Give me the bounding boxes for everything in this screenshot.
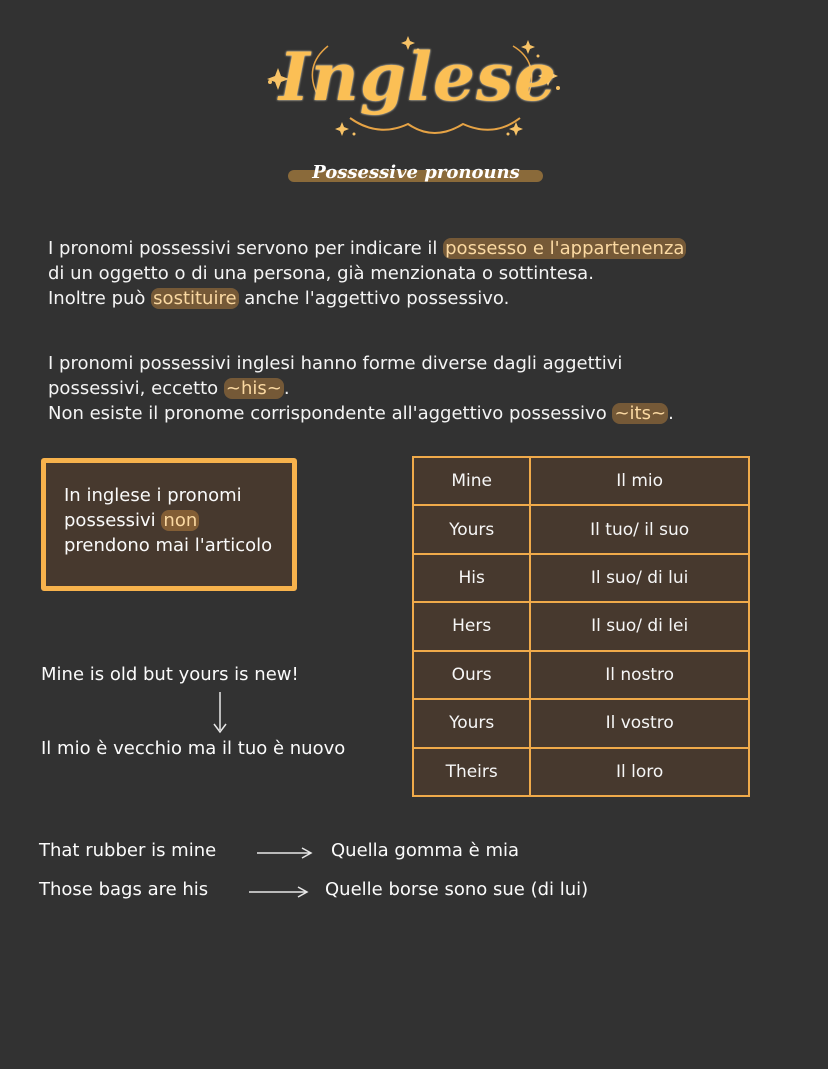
example-main-it: Il mio è vecchio ma il tuo è nuovo xyxy=(41,738,346,759)
note-box xyxy=(41,458,297,591)
pronoun-it-cell: Il loro xyxy=(530,748,749,796)
arrow-down-icon xyxy=(212,690,228,736)
pronoun-en-cell: His xyxy=(413,554,530,602)
subtitle-block xyxy=(286,162,546,190)
page-subtitle: Possessive pronouns xyxy=(312,162,520,183)
pronoun-it-cell: Il suo/ di lei xyxy=(530,602,749,650)
table-row xyxy=(413,457,749,505)
table-row xyxy=(413,651,749,699)
pronoun-en-cell: Theirs xyxy=(413,748,530,796)
pronoun-en-cell: Hers xyxy=(413,602,530,650)
forms-line-1: I pronomi possessivi inglesi hanno forme diverse dagli aggettivi xyxy=(48,353,623,374)
example-2-en: Those bags are his xyxy=(39,879,209,900)
intro-line-3: Inoltre può sostituire anche l'aggettivo possessivo. xyxy=(48,288,510,309)
table-row xyxy=(413,554,749,602)
intro-line-1: I pronomi possessivi servono per indicare il possesso e l'appartenenza xyxy=(48,238,685,259)
table-row xyxy=(413,602,749,650)
pronoun-en-cell: Mine xyxy=(413,457,530,505)
table-row xyxy=(413,505,749,553)
intro-line-2: di un oggetto o di una persona, già menzionata o sottintesa. xyxy=(48,263,594,284)
pronouns-table xyxy=(412,456,750,797)
arrow-right-icon xyxy=(248,884,310,900)
pronoun-it-cell: Il suo/ di lui xyxy=(530,554,749,602)
page-title: Inglese xyxy=(278,38,558,116)
pronoun-en-cell: Yours xyxy=(413,505,530,553)
highlight-sostituire: sostituire xyxy=(153,288,237,309)
pronoun-it-cell: Il vostro xyxy=(530,699,749,747)
highlight-non: non xyxy=(163,510,198,531)
table-row xyxy=(413,699,749,747)
example-1-en: That rubber is mine xyxy=(39,840,217,861)
pronoun-it-cell: Il tuo/ il suo xyxy=(530,505,749,553)
title-decoration xyxy=(258,26,578,144)
highlight-his: ~his~ xyxy=(225,378,282,399)
pronoun-en-cell: Ours xyxy=(413,651,530,699)
pronoun-it-cell: Il mio xyxy=(530,457,749,505)
example-main-en: Mine is old but yours is new! xyxy=(41,664,299,685)
forms-paragraph xyxy=(48,351,808,426)
highlight-possesso: possesso e l'appartenenza xyxy=(445,238,685,259)
forms-line-2: possessivi, eccetto ~his~ . xyxy=(48,378,290,399)
forms-line-3: Non esiste il pronome corrispondente all'aggettivo possessivo ~its~ . xyxy=(48,403,674,424)
note-text: In inglese i pronomi possessivi non prendono mai l'articolo xyxy=(64,485,273,556)
intro-paragraph xyxy=(48,236,808,311)
pronoun-en-cell: Yours xyxy=(413,699,530,747)
example-1-it: Quella gomma è mia xyxy=(331,840,520,861)
pronoun-it-cell: Il nostro xyxy=(530,651,749,699)
arrow-right-icon xyxy=(256,845,314,861)
table-row xyxy=(413,748,749,796)
example-2-it: Quelle borse sono sue (di lui) xyxy=(325,879,589,900)
highlight-its: ~its~ xyxy=(614,403,667,424)
